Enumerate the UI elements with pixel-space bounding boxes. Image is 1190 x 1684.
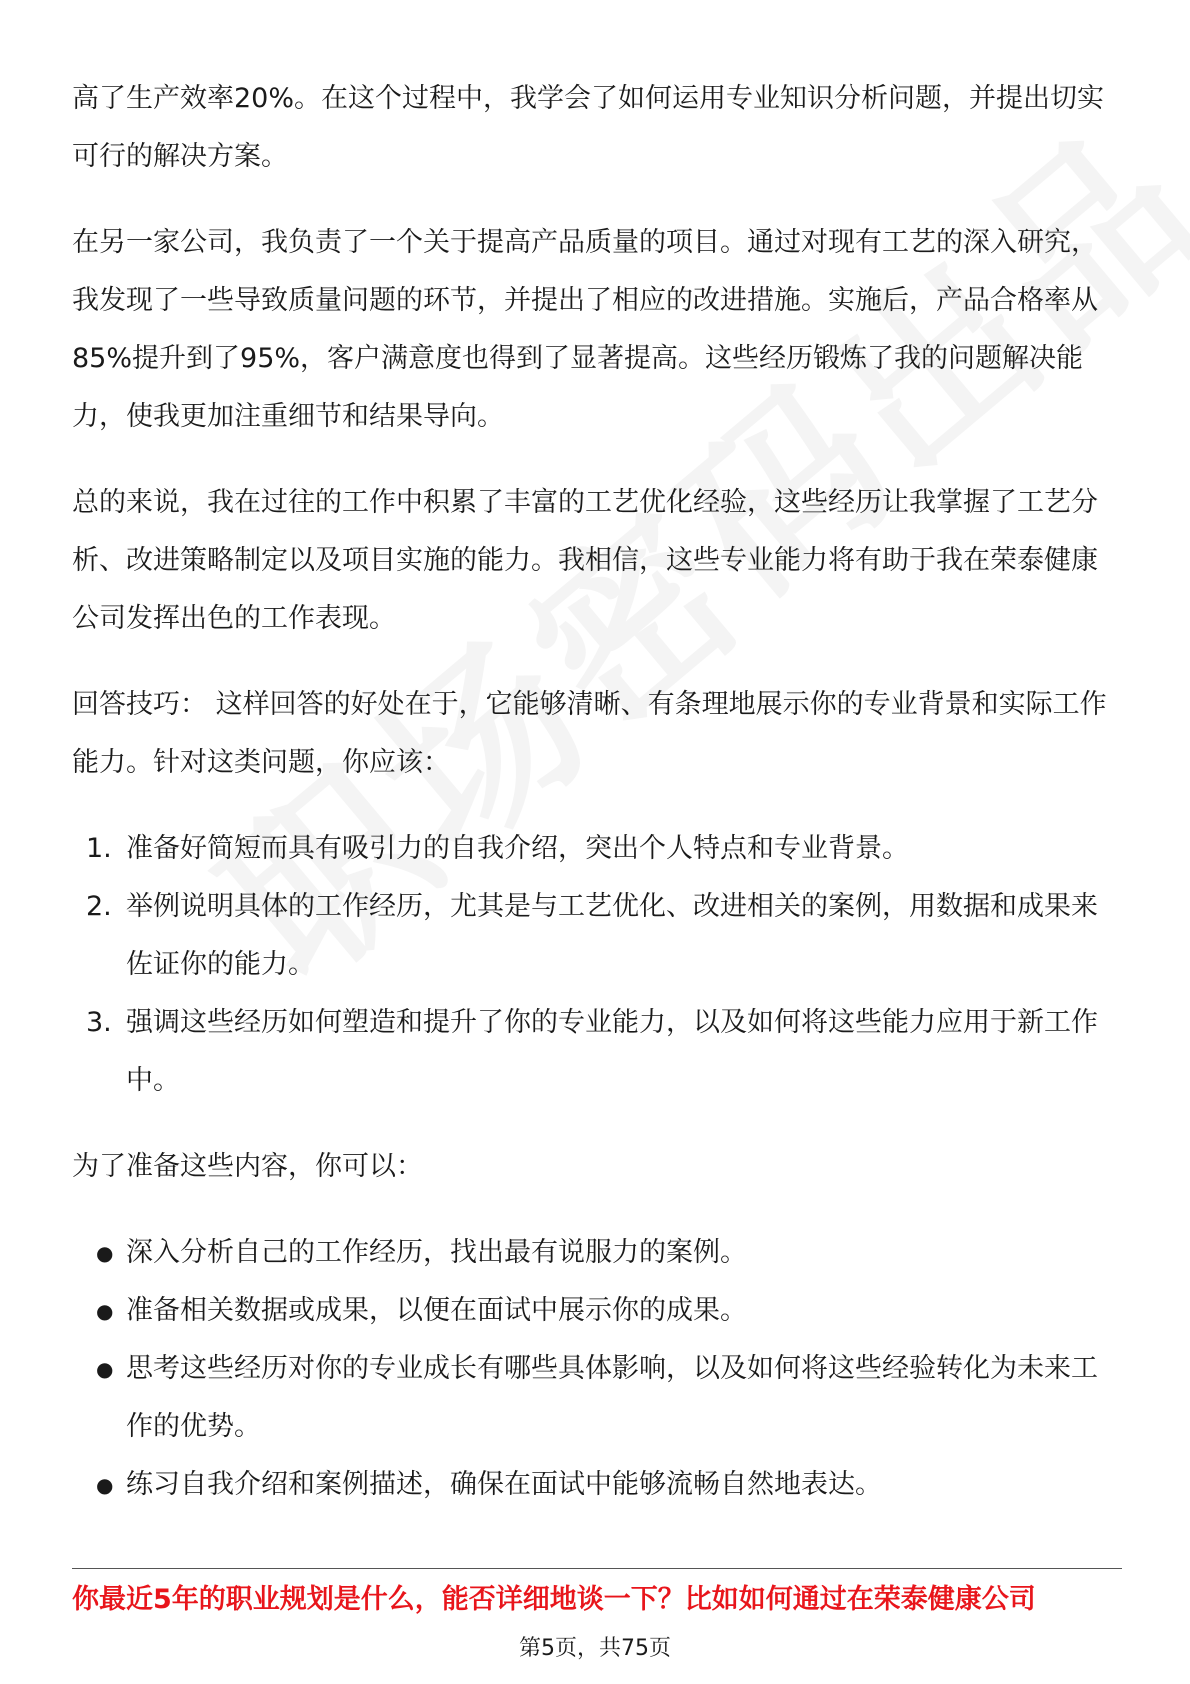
paragraph-summary: 总的来说，我在过往的工作中积累了丰富的工艺优化经验，这些经历让我掌握了工艺分析、改进策略制定以及项目实施的能力。我相信，这些专业能力将有助于我在荣泰健康公司发挥出色的工作表现。 (72, 487, 1098, 634)
paragraph-answer-tips: 回答技巧： 这样回答的好处在于，它能够清晰、有条理地展示你的专业背景和实际工作能力。针对这类问题，你应该： (72, 689, 1107, 778)
bullet-icon: ● (96, 1357, 114, 1381)
list-item-text: 思考这些经历对你的专业成长有哪些具体影响，以及如何将这些经验转化为未来工作的优势。 (126, 1353, 1098, 1442)
tips-ordered-list (72, 820, 1122, 1110)
bullet-icon: ● (96, 1473, 114, 1497)
list-number: 1. (86, 833, 112, 864)
next-question-heading: 你最近5年的职业规划是什么，能否详细地谈一下？比如如何通过在荣泰健康公司 (72, 1584, 1036, 1615)
list-item-text: 举例说明具体的工作经历，尤其是与工艺优化、改进相关的案例，用数据和成果来佐证你的能力。 (126, 891, 1098, 980)
list-item (72, 1340, 1122, 1456)
list-item-text: 强调这些经历如何塑造和提升了你的专业能力，以及如何将这些能力应用于新工作中。 (126, 1007, 1098, 1096)
list-item-text: 深入分析自己的工作经历，找出最有说服力的案例。 (126, 1237, 747, 1268)
bullet-icon: ● (96, 1241, 114, 1265)
bullet-icon: ● (96, 1299, 114, 1323)
list-number: 3. (86, 1007, 112, 1038)
list-item (72, 1224, 1122, 1282)
list-item (72, 1456, 1122, 1514)
list-item-text: 准备相关数据或成果，以便在面试中展示你的成果。 (126, 1295, 747, 1326)
list-item (72, 994, 1122, 1110)
list-number: 2. (86, 891, 112, 922)
paragraph-quality-project: 在另一家公司，我负责了一个关于提高产品质量的项目。通过对现有工艺的深入研究，我发现了一些导致质量问题的环节，并提出了相应的改进措施。实施后，产品合格率从85%提升到了95%，客户满意度也得到了显著提高。这些经历锻炼了我的问题解决能力，使我更加注重细节和结果导向。 (72, 227, 1098, 432)
list-item (72, 820, 1122, 878)
paragraph-efficiency: 高了生产效率20%。在这个过程中，我学会了如何运用专业知识分析问题，并提出切实可行的解决方案。 (72, 83, 1105, 172)
list-item (72, 1282, 1122, 1340)
list-item-text: 练习自我介绍和案例描述，确保在面试中能够流畅自然地表达。 (126, 1469, 882, 1500)
prepare-bullet-list (72, 1224, 1122, 1514)
divider (72, 1568, 1122, 1569)
list-item (72, 878, 1122, 994)
page-number: 第5页，共75页 (519, 1636, 671, 1661)
list-item-text: 准备好简短而具有吸引力的自我介绍，突出个人特点和专业背景。 (126, 833, 909, 864)
paragraph-prepare-intro: 为了准备这些内容，你可以： (72, 1151, 423, 1182)
page-body (72, 70, 1122, 1542)
